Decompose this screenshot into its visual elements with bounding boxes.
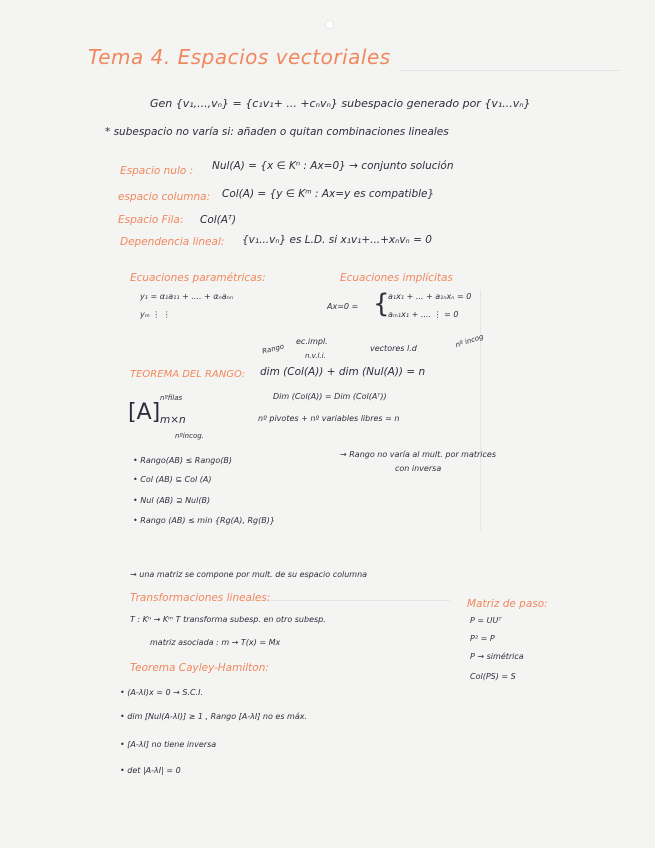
ec-param-line1: y₁ = α₁a₁₁ + .... + αₙaₙₙ	[140, 292, 234, 301]
nul-expr: Nul(A) = {x ∈ Kⁿ : Ax=0} → conjunto solución	[212, 160, 454, 172]
dep-label: Dependencia lineal:	[120, 236, 225, 248]
rango-note: Rango	[261, 342, 285, 356]
ec-impl-line2: aₘ₁x₁ + .... ⋮ = 0	[388, 310, 459, 319]
cayley-l1: • (A-λI)x = 0 → S.C.I.	[120, 688, 204, 697]
paso-l1: P = UUᵀ	[470, 616, 502, 625]
fila-expr: Col(Aᵀ)	[200, 214, 237, 226]
matriz-compone-note: → una matriz se compone por mult. de su espacio columna	[130, 570, 368, 579]
nul-label: Espacio nulo :	[120, 165, 194, 177]
ec-impl-label: Ecuaciones implícitas	[340, 272, 453, 284]
gen-definition: Gen {v₁,...,vₙ} = {c₁v₁+ ... +cₙvₙ} subespacio generado por {v₁...vₙ}	[150, 97, 531, 110]
teorema-rango-eq1: dim (Col(A)) + dim (Nul(A)) = n	[260, 366, 426, 378]
teorema-rango-label: TEOREMA DEL RANGO:	[130, 369, 246, 380]
teorema-rango-eq2: Dim (Col(A)) = Dim (Col(Aᵀ))	[273, 392, 387, 401]
teorema-rango-eq3: nº pivotes + nº variables libres = n	[258, 414, 400, 423]
dep-expr: {v₁...vₙ} es L.D. si x₁v₁+...+xₙvₙ = 0	[242, 234, 432, 246]
punch-hole	[325, 20, 334, 29]
bleed-through-2	[480, 290, 601, 530]
cayley-l2: • dim [Nul(A-λI)] ≥ 1 , Rango [A-λI] no es máx.	[120, 712, 308, 721]
fila-label: Espacio Fila:	[118, 214, 184, 226]
paso-l2: P² = P	[470, 634, 495, 643]
subespacio-note: * subespacio no varía si: añaden o quitan combinaciones lineales	[105, 126, 449, 138]
ec-impl-line1: a₁x₁ + ... + a₁ₙxₙ = 0	[388, 292, 472, 301]
bleed-through-1	[400, 40, 620, 71]
matriz-paso-label: Matriz de paso:	[467, 598, 548, 610]
nincog-note: nº incog	[454, 332, 485, 350]
cayley-l4: • det |A-λI| = 0	[120, 766, 181, 775]
bullet-4: • Rango (AB) ≤ min {Rg(A), Rg(B)}	[133, 516, 275, 525]
bullet-2: • Col (AB) ⊆ Col (A)	[133, 475, 212, 484]
mxn-label: m×n	[160, 414, 186, 426]
bullet-1: • Rango(AB) ≤ Rango(B)	[133, 456, 232, 465]
ec-param-line2: yₘ ⋮ ⋮	[140, 310, 171, 319]
ecimpl-note: ec.impl.	[296, 337, 328, 346]
transf-def: T : Kⁿ → Kᵐ T transforma subesp. en otro subesp.	[130, 615, 326, 624]
paso-l4: Col(PS) = S	[470, 672, 516, 681]
vli-note: n.v.l.i.	[305, 352, 326, 360]
ec-param-label: Ecuaciones paramétricas:	[130, 272, 266, 284]
ec-impl-brace: {	[373, 289, 390, 319]
matrix-a: [A]	[128, 400, 161, 425]
nincog-label: nºincog.	[175, 432, 204, 440]
vectores-note: vectores l.d	[370, 344, 417, 353]
rango-inversa-note: → Rango no varía al mult. por matrices	[340, 450, 497, 459]
ec-impl-lhs: Ax=0 =	[327, 302, 359, 311]
page-title: Tema 4. Espacios vectoriales	[88, 45, 391, 69]
bullet-3: • Nul (AB) ⊇ Nul(B)	[133, 496, 211, 505]
bleed-through-3	[250, 600, 450, 781]
transf-label: Transformaciones lineales:	[130, 592, 271, 604]
nfilas-label: nºfilas	[160, 394, 183, 402]
cayley-l3: • [A-λI] no tiene inversa	[120, 740, 217, 749]
rango-inversa-note2: con inversa	[395, 464, 442, 473]
matriz-asociada: matriz asociada : m → T(x) = Mx	[150, 638, 281, 647]
col-expr: Col(A) = {y ∈ Kᵐ : Ax=y es compatible}	[222, 188, 435, 200]
paso-l3: P → simétrica	[470, 652, 524, 661]
col-label: espacio columna:	[118, 191, 211, 203]
cayley-label: Teorema Cayley-Hamilton:	[130, 662, 269, 674]
